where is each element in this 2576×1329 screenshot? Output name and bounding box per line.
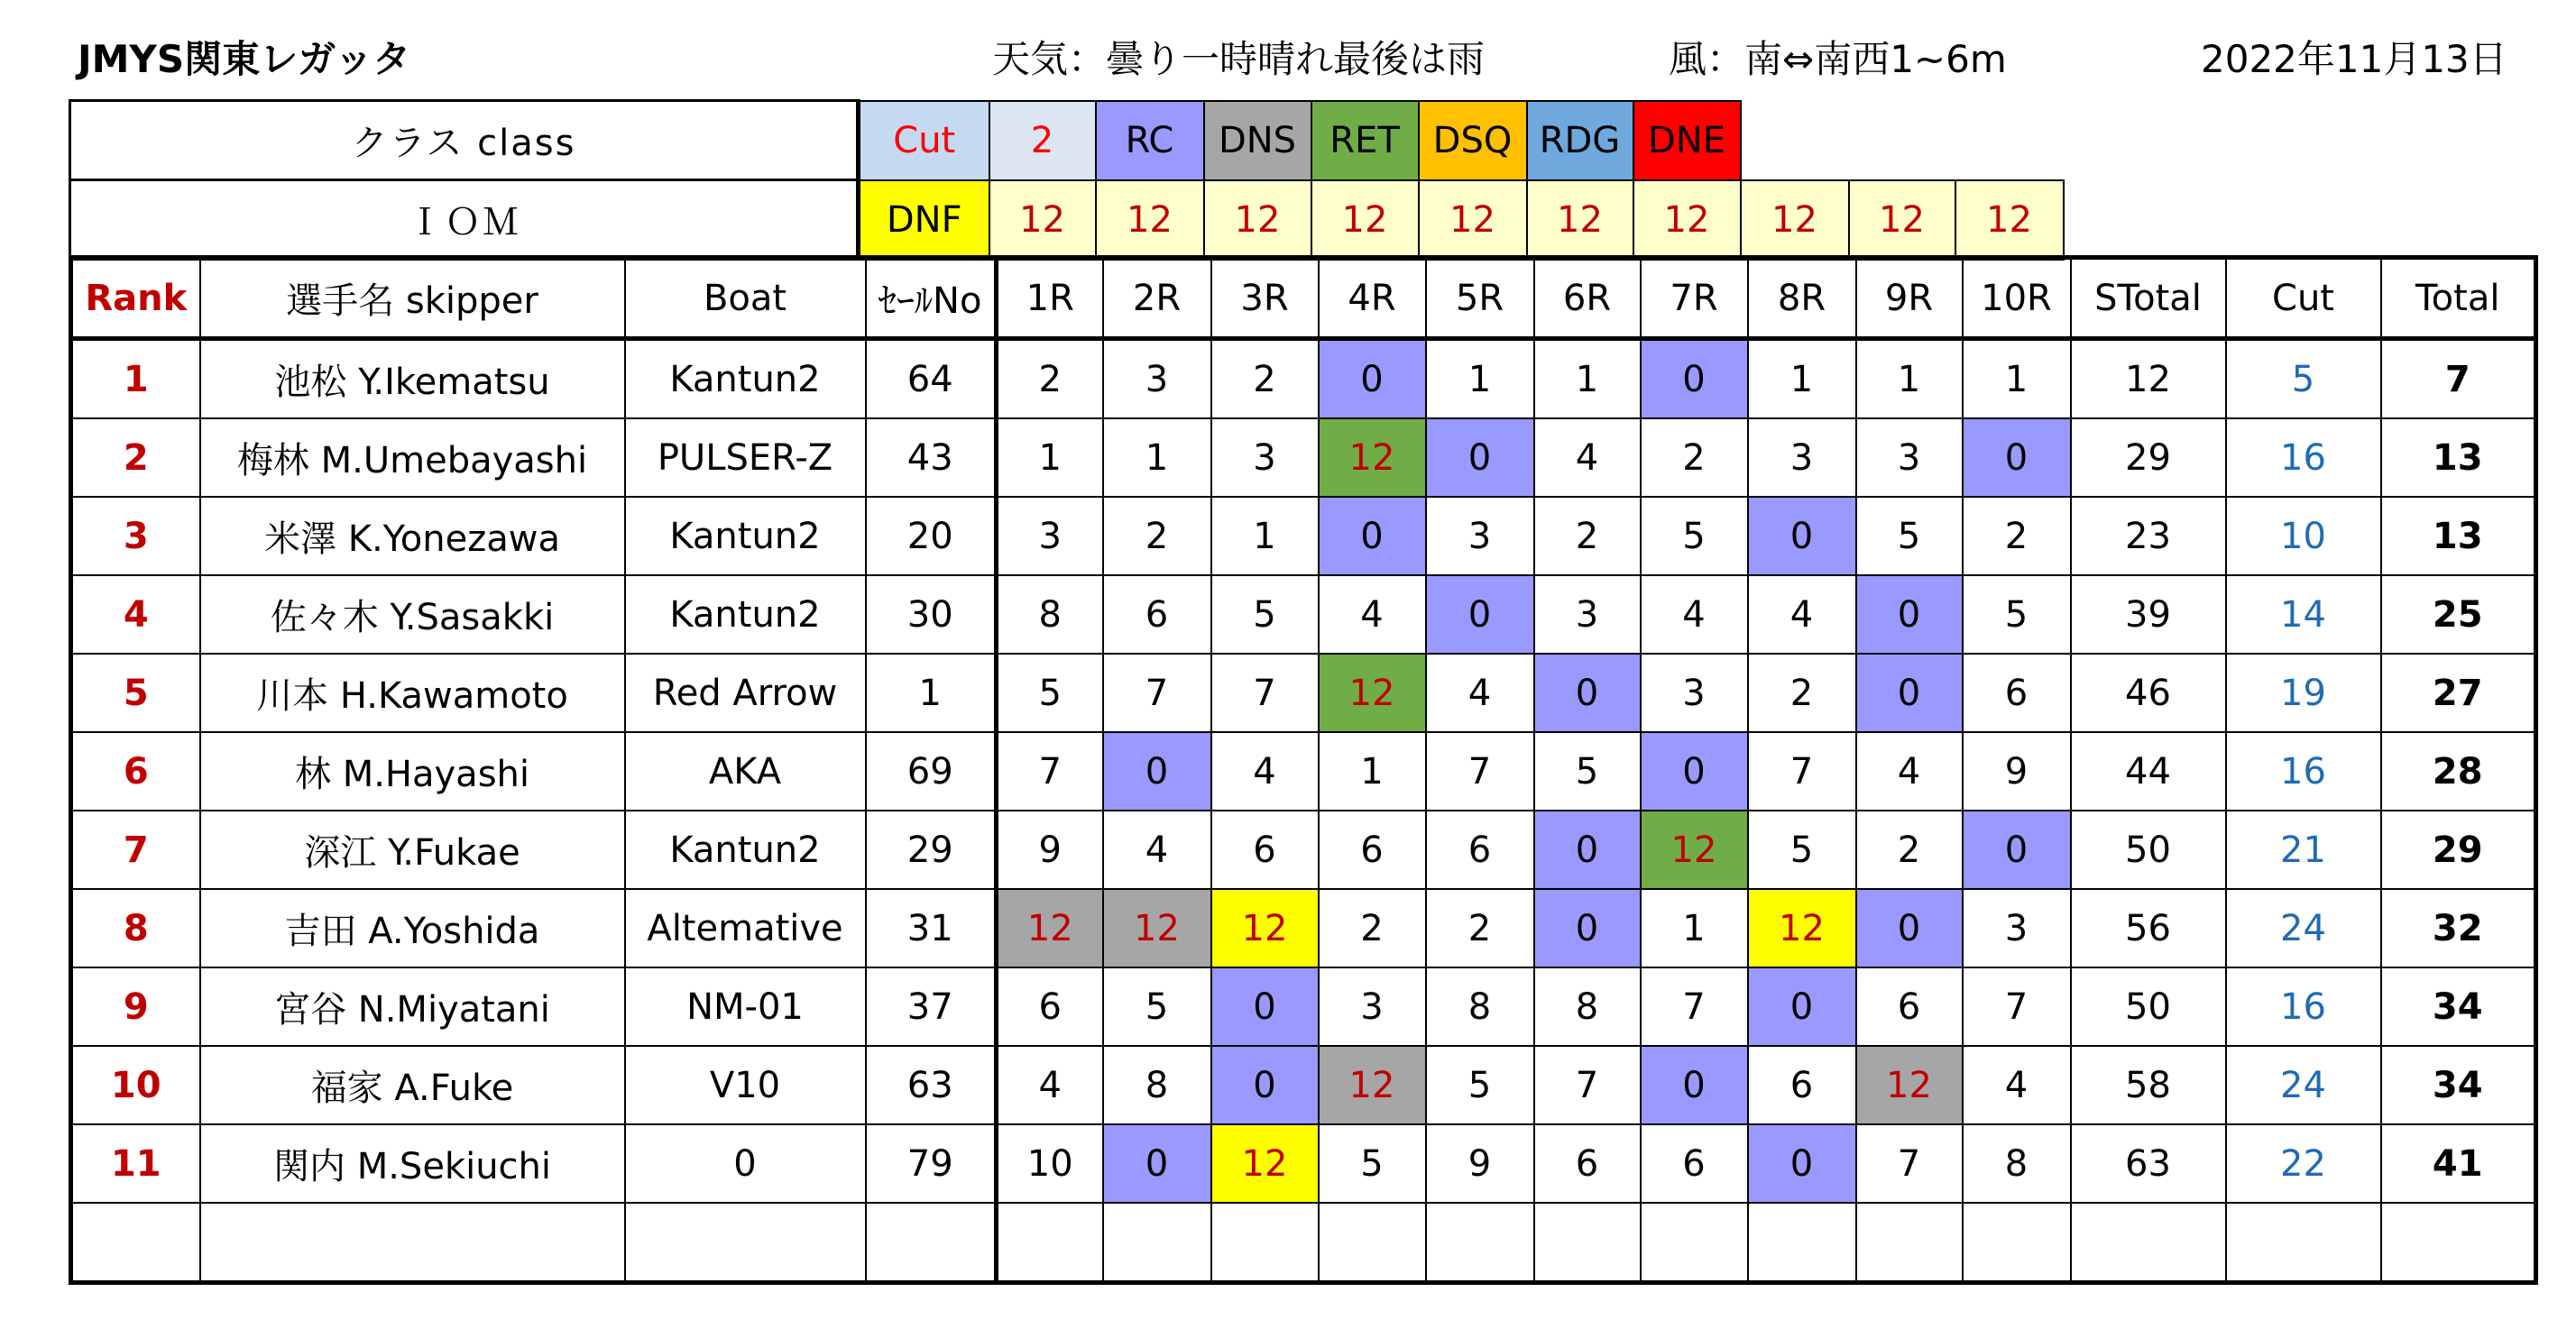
- race-result-cell: 3: [1534, 575, 1641, 654]
- table-row: [71, 575, 2536, 654]
- empty-cell: [1426, 1203, 1534, 1283]
- race-result-cell: 0: [1748, 967, 1856, 1046]
- race-result-cell: 0: [1856, 654, 1963, 732]
- stotal-cell: 39: [2071, 575, 2226, 654]
- race-result-cell: 7: [1856, 1124, 1963, 1203]
- total-cell: 41: [2381, 1124, 2536, 1203]
- rank-cell: 9: [71, 967, 200, 1046]
- results-table: [69, 255, 2538, 1285]
- boat-cell: V10: [625, 1046, 866, 1124]
- class-name: ＩＯＭ: [70, 180, 859, 260]
- race-result-cell: 3: [1426, 497, 1534, 575]
- race-result-cell: 4: [1319, 575, 1426, 654]
- column-header: 5R: [1426, 258, 1534, 339]
- race-result-cell: 4: [1963, 1046, 2071, 1124]
- race-result-cell: 3: [1319, 967, 1426, 1046]
- legend-empty: [1955, 101, 2064, 180]
- cut-cell: 10: [2226, 497, 2381, 575]
- cut-cell: 16: [2226, 967, 2381, 1046]
- boat-cell: NM-01: [625, 967, 866, 1046]
- race-result-cell: 2: [1319, 889, 1426, 967]
- total-cell: 13: [2381, 497, 2536, 575]
- race-result-cell: 1: [1319, 732, 1426, 811]
- empty-cell: [1641, 1203, 1748, 1283]
- race-result-cell: 3: [1103, 339, 1211, 419]
- race-result-cell: 0: [1426, 575, 1534, 654]
- column-header: Boat: [625, 258, 866, 339]
- sail-number-cell: 31: [866, 889, 997, 967]
- boat-cell: Kantun2: [625, 497, 866, 575]
- race-result-cell: 4: [1534, 418, 1641, 497]
- legend-empty: [1849, 101, 1955, 180]
- race-result-cell: 6: [1748, 1046, 1856, 1124]
- rank-cell: 1: [71, 339, 200, 419]
- rank-cell: 4: [71, 575, 200, 654]
- legend-ret: RET: [1311, 101, 1419, 180]
- total-cell: 13: [2381, 418, 2536, 497]
- column-header: 2R: [1103, 258, 1211, 339]
- race-result-cell: 5: [1748, 811, 1856, 889]
- rank-cell: 11: [71, 1124, 200, 1203]
- empty-cell: [2226, 1203, 2381, 1283]
- penalty-value: 12: [1204, 180, 1311, 260]
- skipper-cell: 梅林 M.Umebayashi: [200, 418, 625, 497]
- race-result-cell: 4: [1856, 732, 1963, 811]
- skipper-cell: 川本 H.Kawamoto: [200, 654, 625, 732]
- race-result-cell: 3: [997, 497, 1103, 575]
- race-result-cell: 6: [1211, 811, 1319, 889]
- race-result-cell: 7: [997, 732, 1103, 811]
- stotal-cell: 29: [2071, 418, 2226, 497]
- race-result-cell: 2: [1103, 497, 1211, 575]
- race-result-cell: 1: [1426, 339, 1534, 419]
- sail-number-cell: 64: [866, 339, 997, 419]
- race-result-cell: 7: [1103, 654, 1211, 732]
- stotal-cell: 23: [2071, 497, 2226, 575]
- weather-info: 天気：曇り一時晴れ最後は雨: [992, 37, 1486, 81]
- stotal-cell: 56: [2071, 889, 2226, 967]
- race-result-cell: 0: [1963, 418, 2071, 497]
- header-row: [71, 258, 2536, 339]
- race-result-cell: 12: [1856, 1046, 1963, 1124]
- sail-number-cell: 1: [866, 654, 997, 732]
- column-header: Rank: [71, 258, 200, 339]
- skipper-cell: 林 M.Hayashi: [200, 732, 625, 811]
- legend-row: [70, 101, 2064, 180]
- race-result-cell: 12: [1748, 889, 1856, 967]
- boat-cell: 0: [625, 1124, 866, 1203]
- race-result-cell: 9: [1426, 1124, 1534, 1203]
- table-row: [71, 889, 2536, 967]
- race-result-cell: 0: [1534, 654, 1641, 732]
- total-cell: 7: [2381, 339, 2536, 419]
- race-result-cell: 6: [1963, 654, 2071, 732]
- empty-cell: [1963, 1203, 2071, 1283]
- total-cell: 28: [2381, 732, 2536, 811]
- class-legend-table: [69, 99, 2065, 261]
- skipper-cell: 深江 Y.Fukae: [200, 811, 625, 889]
- table-row: [71, 1124, 2536, 1203]
- table-row: [71, 654, 2536, 732]
- column-header: 4R: [1319, 258, 1426, 339]
- race-result-cell: 6: [1856, 967, 1963, 1046]
- sail-number-cell: 63: [866, 1046, 997, 1124]
- column-header: 選手名 skipper: [200, 258, 625, 339]
- race-result-cell: 6: [1319, 811, 1426, 889]
- skipper-cell: 福家 A.Fuke: [200, 1046, 625, 1124]
- skipper-cell: 池松 Y.Ikematsu: [200, 339, 625, 419]
- cut-cell: 24: [2226, 889, 2381, 967]
- race-result-cell: 0: [1748, 497, 1856, 575]
- stotal-cell: 44: [2071, 732, 2226, 811]
- cut-cell: 21: [2226, 811, 2381, 889]
- penalty-value: 12: [1741, 180, 1849, 260]
- race-result-cell: 10: [997, 1124, 1103, 1203]
- penalty-dnf: DNF: [859, 180, 989, 260]
- race-result-cell: 1: [1641, 889, 1748, 967]
- race-result-cell: 12: [1319, 418, 1426, 497]
- legend-dsq: DSQ: [1419, 101, 1527, 180]
- empty-cell: [866, 1203, 997, 1283]
- race-result-cell: 12: [1319, 654, 1426, 732]
- skipper-cell: 佐々木 Y.Sasakki: [200, 575, 625, 654]
- total-cell: 34: [2381, 967, 2536, 1046]
- race-result-cell: 7: [1641, 967, 1748, 1046]
- class-label: クラス class: [70, 101, 859, 180]
- table-row: [71, 418, 2536, 497]
- penalty-value: 12: [1849, 180, 1955, 260]
- race-result-cell: 3: [1211, 418, 1319, 497]
- boat-cell: Kantun2: [625, 339, 866, 419]
- sail-number-cell: 30: [866, 575, 997, 654]
- race-result-cell: 0: [1856, 889, 1963, 967]
- race-result-cell: 1: [1211, 497, 1319, 575]
- race-result-cell: 12: [1319, 1046, 1426, 1124]
- race-result-cell: 9: [997, 811, 1103, 889]
- race-result-cell: 2: [1426, 889, 1534, 967]
- column-header: 6R: [1534, 258, 1641, 339]
- rank-cell: 3: [71, 497, 200, 575]
- race-result-cell: 4: [1641, 575, 1748, 654]
- empty-cell: [2071, 1203, 2226, 1283]
- table-row: [71, 339, 2536, 419]
- race-result-cell: 2: [1748, 654, 1856, 732]
- legend-rc: RC: [1096, 101, 1204, 180]
- race-result-cell: 5: [1856, 497, 1963, 575]
- race-result-cell: 0: [1534, 811, 1641, 889]
- race-result-cell: 8: [997, 575, 1103, 654]
- race-result-cell: 5: [1426, 1046, 1534, 1124]
- boat-cell: Kantun2: [625, 575, 866, 654]
- cut-cell: 14: [2226, 575, 2381, 654]
- empty-cell: [625, 1203, 866, 1283]
- column-header: ｾｰﾙNo: [866, 258, 997, 339]
- empty-cell: [2381, 1203, 2536, 1283]
- race-result-cell: 5: [1103, 967, 1211, 1046]
- race-result-cell: 0: [1534, 889, 1641, 967]
- stotal-cell: 63: [2071, 1124, 2226, 1203]
- column-header: 8R: [1748, 258, 1856, 339]
- boat-cell: PULSER-Z: [625, 418, 866, 497]
- skipper-cell: 関内 M.Sekiuchi: [200, 1124, 625, 1203]
- rank-cell: 6: [71, 732, 200, 811]
- race-result-cell: 0: [1426, 418, 1534, 497]
- race-result-cell: 5: [997, 654, 1103, 732]
- rank-cell: 2: [71, 418, 200, 497]
- empty-cell: [1211, 1203, 1319, 1283]
- race-result-cell: 0: [1211, 967, 1319, 1046]
- cut-cell: 24: [2226, 1046, 2381, 1124]
- column-header: Cut: [2226, 258, 2381, 339]
- penalty-value: 12: [989, 180, 1096, 260]
- race-result-cell: 3: [1856, 418, 1963, 497]
- column-header: 3R: [1211, 258, 1319, 339]
- cut-cell: 5: [2226, 339, 2381, 419]
- race-result-cell: 4: [1426, 654, 1534, 732]
- race-result-cell: 2: [1534, 497, 1641, 575]
- race-result-cell: 12: [1641, 811, 1748, 889]
- empty-cell: [1748, 1203, 1856, 1283]
- legend-dne: DNE: [1633, 101, 1741, 180]
- race-result-cell: 6: [1534, 1124, 1641, 1203]
- race-result-cell: 12: [1211, 889, 1319, 967]
- race-result-cell: 8: [1426, 967, 1534, 1046]
- race-result-cell: 0: [1103, 732, 1211, 811]
- rank-cell: 5: [71, 654, 200, 732]
- race-result-cell: 5: [1319, 1124, 1426, 1203]
- skipper-cell: 宮谷 N.Miyatani: [200, 967, 625, 1046]
- race-result-cell: 4: [1211, 732, 1319, 811]
- legend-rdg: RDG: [1527, 101, 1633, 180]
- rank-cell: 7: [71, 811, 200, 889]
- race-result-cell: 7: [1963, 967, 2071, 1046]
- boat-cell: Kantun2: [625, 811, 866, 889]
- cut-cell: 16: [2226, 418, 2381, 497]
- empty-cell: [1534, 1203, 1641, 1283]
- race-result-cell: 8: [1534, 967, 1641, 1046]
- race-result-cell: 0: [1211, 1046, 1319, 1124]
- penalty-row: [70, 180, 2064, 260]
- legend-cut: Cut: [859, 101, 989, 180]
- race-result-cell: 1: [1534, 339, 1641, 419]
- rank-cell: 8: [71, 889, 200, 967]
- race-result-cell: 6: [1426, 811, 1534, 889]
- race-result-cell: 0: [1963, 811, 2071, 889]
- sail-number-cell: 29: [866, 811, 997, 889]
- column-header: 9R: [1856, 258, 1963, 339]
- race-result-cell: 5: [1963, 575, 2071, 654]
- skipper-cell: 吉田 A.Yoshida: [200, 889, 625, 967]
- penalty-value: 12: [1419, 180, 1527, 260]
- race-result-cell: 12: [1211, 1124, 1319, 1203]
- table-row: [71, 1046, 2536, 1124]
- boat-cell: AKA: [625, 732, 866, 811]
- table-row: [71, 497, 2536, 575]
- table-row: [71, 967, 2536, 1046]
- race-result-cell: 0: [1856, 575, 1963, 654]
- event-date: 2022年11月13日: [2201, 37, 2507, 81]
- cut-cell: 22: [2226, 1124, 2381, 1203]
- penalty-value: 12: [1955, 180, 2064, 260]
- sail-number-cell: 43: [866, 418, 997, 497]
- race-result-cell: 3: [1748, 418, 1856, 497]
- race-result-cell: 1: [1103, 418, 1211, 497]
- total-cell: 32: [2381, 889, 2536, 967]
- race-result-cell: 2: [997, 339, 1103, 419]
- race-result-cell: 0: [1319, 339, 1426, 419]
- race-result-cell: 8: [1103, 1046, 1211, 1124]
- race-result-cell: 0: [1641, 1046, 1748, 1124]
- legend-empty: [1741, 101, 1849, 180]
- race-result-cell: 5: [1534, 732, 1641, 811]
- empty-cell: [71, 1203, 200, 1283]
- total-cell: 29: [2381, 811, 2536, 889]
- cut-cell: 16: [2226, 732, 2381, 811]
- penalty-value: 12: [1311, 180, 1419, 260]
- race-result-cell: 12: [1103, 889, 1211, 967]
- race-result-cell: 6: [1641, 1124, 1748, 1203]
- boat-cell: Red Arrow: [625, 654, 866, 732]
- race-result-cell: 2: [1856, 811, 1963, 889]
- penalty-value: 12: [1096, 180, 1204, 260]
- race-result-cell: 2: [1211, 339, 1319, 419]
- race-result-cell: 4: [1748, 575, 1856, 654]
- race-result-cell: 0: [1641, 339, 1748, 419]
- race-result-cell: 7: [1211, 654, 1319, 732]
- sail-number-cell: 20: [866, 497, 997, 575]
- race-result-cell: 3: [1963, 889, 2071, 967]
- race-result-cell: 4: [997, 1046, 1103, 1124]
- race-result-cell: 6: [997, 967, 1103, 1046]
- total-cell: 34: [2381, 1046, 2536, 1124]
- column-header: 1R: [997, 258, 1103, 339]
- total-cell: 25: [2381, 575, 2536, 654]
- race-result-cell: 8: [1963, 1124, 2071, 1203]
- race-result-cell: 0: [1103, 1124, 1211, 1203]
- empty-cell: [1319, 1203, 1426, 1283]
- race-result-cell: 5: [1641, 497, 1748, 575]
- stotal-cell: 50: [2071, 967, 2226, 1046]
- race-result-cell: 1: [997, 418, 1103, 497]
- column-header: 10R: [1963, 258, 2071, 339]
- wind-info: 風：南⇔南西1~6m: [1669, 37, 2007, 81]
- total-cell: 27: [2381, 654, 2536, 732]
- race-result-cell: 1: [1963, 339, 2071, 419]
- stotal-cell: 50: [2071, 811, 2226, 889]
- cut-cell: 19: [2226, 654, 2381, 732]
- race-result-cell: 1: [1856, 339, 1963, 419]
- sail-number-cell: 69: [866, 732, 997, 811]
- race-result-cell: 6: [1103, 575, 1211, 654]
- stotal-cell: 46: [2071, 654, 2226, 732]
- empty-cell: [1103, 1203, 1211, 1283]
- race-result-cell: 2: [1641, 418, 1748, 497]
- empty-cell: [200, 1203, 625, 1283]
- race-result-cell: 0: [1319, 497, 1426, 575]
- skipper-cell: 米澤 K.Yonezawa: [200, 497, 625, 575]
- stotal-cell: 58: [2071, 1046, 2226, 1124]
- rank-cell: 10: [71, 1046, 200, 1124]
- sail-number-cell: 37: [866, 967, 997, 1046]
- race-result-cell: 7: [1426, 732, 1534, 811]
- column-header: 7R: [1641, 258, 1748, 339]
- race-result-cell: 1: [1748, 339, 1856, 419]
- race-result-cell: 3: [1641, 654, 1748, 732]
- race-result-cell: 9: [1963, 732, 2071, 811]
- regatta-title: JMYS関東レガッタ: [78, 37, 411, 81]
- stotal-cell: 12: [2071, 339, 2226, 419]
- column-header: STotal: [2071, 258, 2226, 339]
- race-result-cell: 7: [1534, 1046, 1641, 1124]
- results-body: [71, 339, 2536, 1283]
- empty-cell: [1856, 1203, 1963, 1283]
- penalty-value: 12: [1527, 180, 1633, 260]
- race-result-cell: 12: [997, 889, 1103, 967]
- legend-2: 2: [989, 101, 1096, 180]
- race-result-cell: 5: [1211, 575, 1319, 654]
- legend-dns: DNS: [1204, 101, 1311, 180]
- race-result-cell: 7: [1748, 732, 1856, 811]
- column-header: Total: [2381, 258, 2536, 339]
- empty-row: [71, 1203, 2536, 1283]
- penalty-value: 12: [1633, 180, 1741, 260]
- race-result-cell: 0: [1748, 1124, 1856, 1203]
- boat-cell: Altemative: [625, 889, 866, 967]
- table-row: [71, 811, 2536, 889]
- table-row: [71, 732, 2536, 811]
- empty-cell: [997, 1203, 1103, 1283]
- sail-number-cell: 79: [866, 1124, 997, 1203]
- race-result-cell: 2: [1963, 497, 2071, 575]
- race-result-cell: 4: [1103, 811, 1211, 889]
- race-result-cell: 0: [1641, 732, 1748, 811]
